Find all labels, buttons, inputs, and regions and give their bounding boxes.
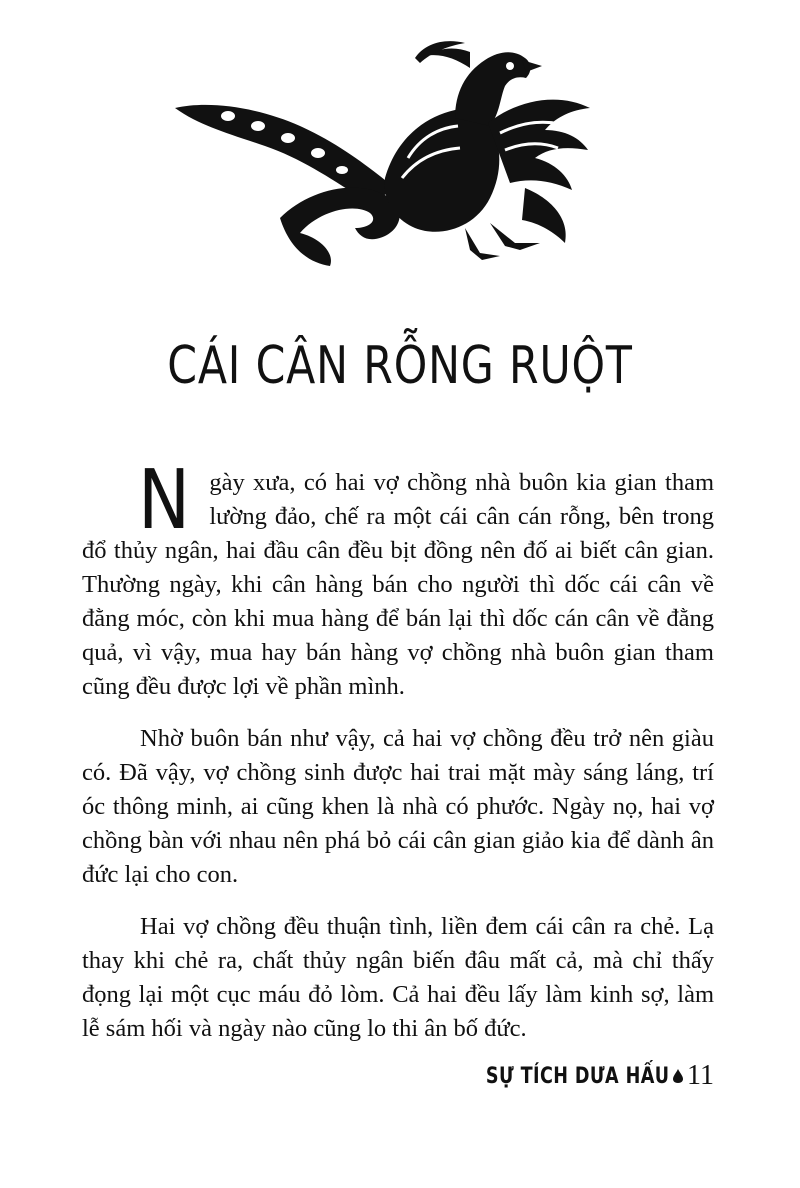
story-paragraph: Nhờ buôn bán như vậy, cả hai vợ chồng đều trở nên giàu có. Đã vậy, vợ chồng sinh được hai trai mặt mày sáng láng, trí óc thông minh, ai cũng khen là nhà có phước. Ngày nọ, hai vợ chồng bàn với nhau nên phá bỏ cái cân gian giảo kia để dành ân đức lại cho con.: [82, 725, 714, 888]
page-title: CÁI CÂN RỖNG RUỘT: [167, 336, 633, 396]
drop-cap: N: [138, 453, 191, 548]
story-text: [82, 453, 714, 1064]
drop-bullet-icon: [673, 1069, 683, 1083]
page-footer: [440, 1060, 714, 1092]
running-book-title: SỰ TÍCH DƯA HẤU: [485, 1063, 670, 1089]
story-paragraph: Ngày xưa, có hai vợ chồng nhà buôn kia gian tham lường đảo, chế ra một cái cân cán rỗng, bên trong đổ thủy ngân, hai đầu cân đều bịt đồng nên đố ai biết cân gian. Thường ngày, khi cân hàng bán cho người thì dốc cái cân về đằng móc, còn khi mua hàng để bán lại thì dốc cán cân về đằng quả, vì vậy, mua hay bán hàng vợ chồng nhà buôn gian tham cũng đều được lợi về phần mình.: [82, 453, 714, 700]
phoenix-ornament-icon: [170, 38, 600, 278]
story-paragraph: Hai vợ chồng đều thuận tình, liền đem cái cân ra chẻ. Lạ thay khi chẻ ra, chất thủy ngân biến đâu mất cả, mà chỉ thấy đọng lại một cục máu đỏ lòm. Cả hai đều lấy làm kinh sợ, làm lễ sám hối và ngày nào cũng lo thi ân bố đức.: [82, 913, 714, 1042]
page-number: 11: [687, 1060, 714, 1091]
